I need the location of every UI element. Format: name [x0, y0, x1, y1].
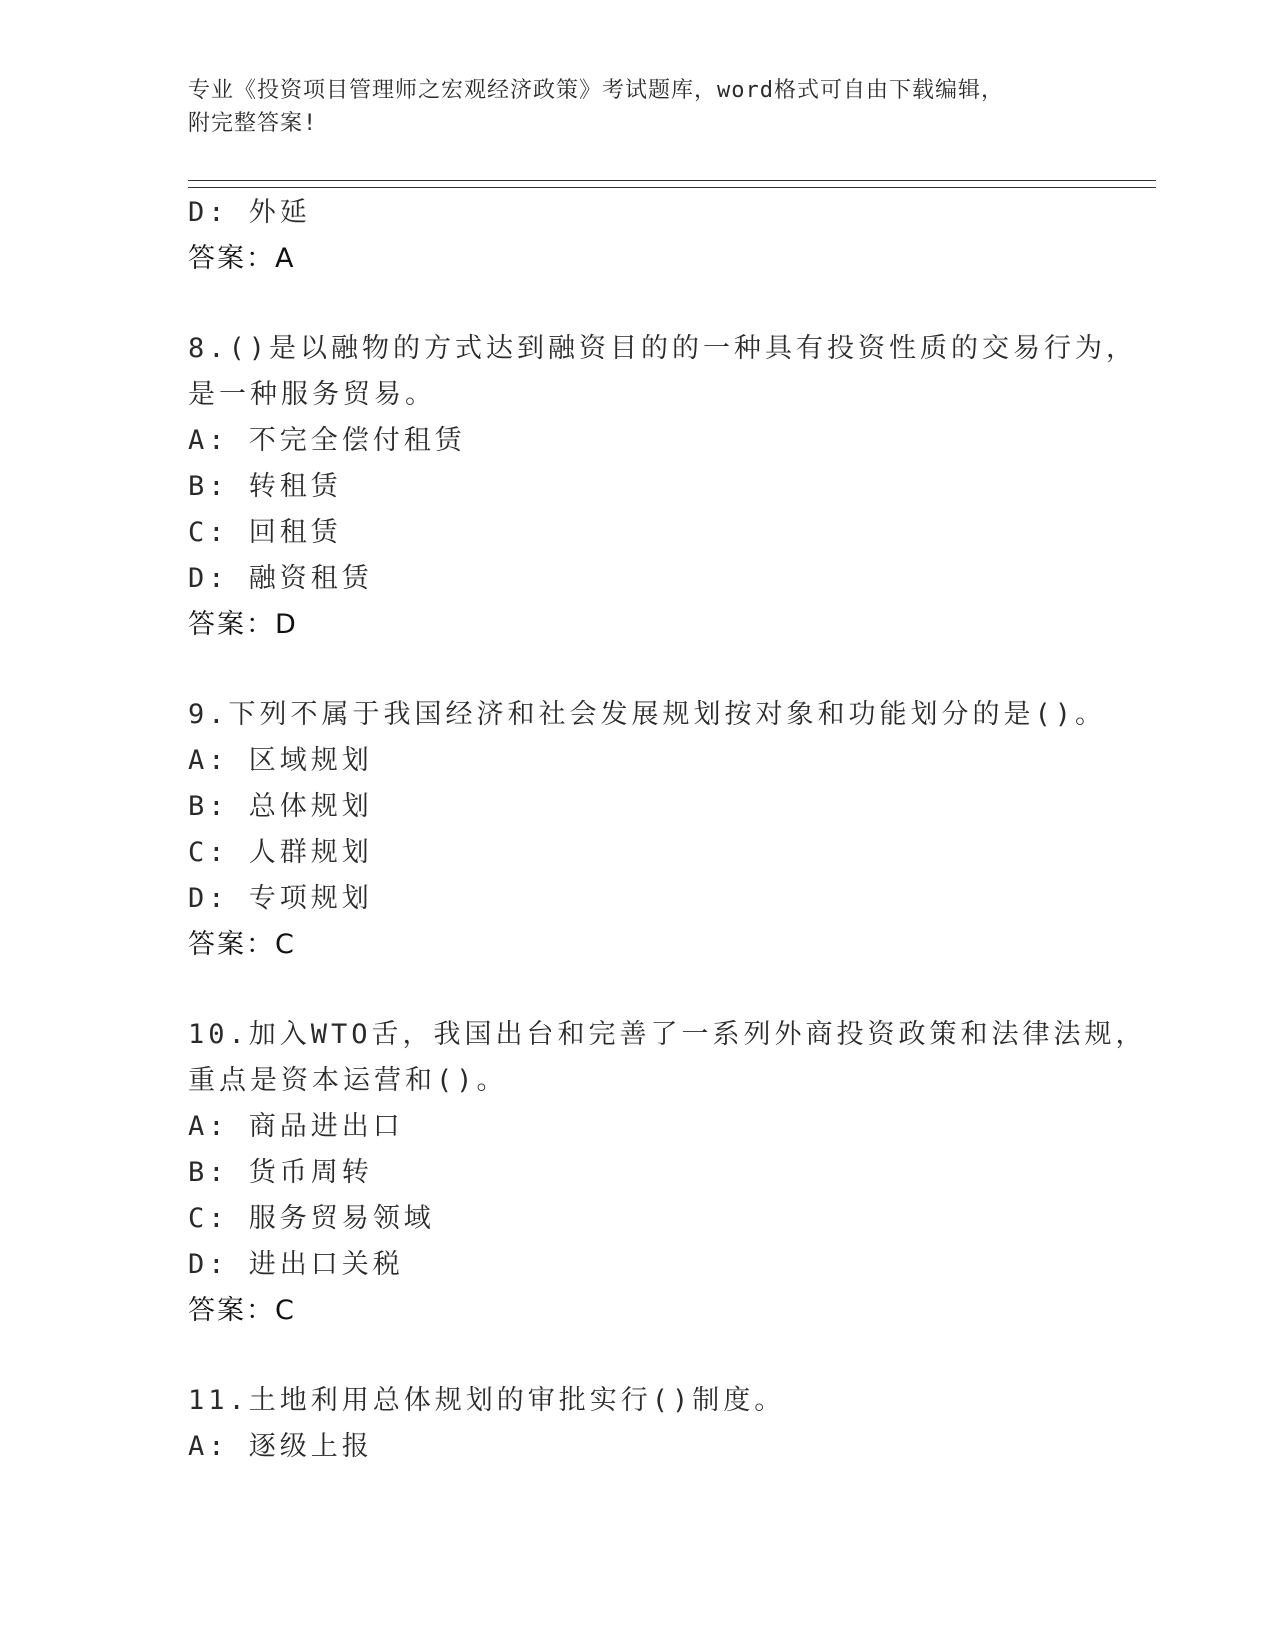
question-8 [188, 326, 1138, 648]
question-stem: 9.下列不属于我国经济和社会发展规划按对象和功能划分的是()。 [188, 699, 1107, 730]
option-c: C: 回租赁 [188, 517, 342, 548]
option-d: D: 融资租赁 [188, 563, 373, 594]
answer-label: 答案：C [188, 1295, 296, 1326]
option-c: C: 人群规划 [188, 837, 373, 868]
answer-label: 答案：D [188, 609, 298, 640]
question-list [188, 190, 1147, 1470]
option-d: D: 进出口关税 [188, 1249, 404, 1280]
option-d: D: 外延 [188, 197, 311, 228]
option-a: A: 逐级上报 [188, 1431, 373, 1462]
header-divider [188, 180, 1156, 188]
option-d: D: 专项规划 [188, 883, 373, 914]
previous-question-tail [188, 190, 1108, 282]
answer-label: 答案：A [188, 243, 296, 274]
page-header [188, 74, 1068, 140]
option-b: B: 总体规划 [188, 791, 373, 822]
question-9 [188, 692, 1108, 968]
option-a: A: 区域规划 [188, 745, 373, 776]
option-b: B: 转租赁 [188, 471, 342, 502]
option-a: A: 商品进出口 [188, 1111, 404, 1142]
option-b: B: 货币周转 [188, 1157, 373, 1188]
option-c: C: 服务贸易领域 [188, 1203, 435, 1234]
answer-label: 答案：C [188, 929, 296, 960]
question-11 [188, 1378, 1108, 1470]
header-line-1: 专业《投资项目管理师之宏观经济政策》考试题库，word格式可自由下载编辑， [188, 78, 1004, 103]
question-stem-continued: 重点是资本运营和()。 [188, 1065, 508, 1096]
question-10 [188, 1012, 1147, 1334]
question-stem: 10.加入WTO舌，我国出台和完善了一系列外商投资政策和法律法规， [188, 1019, 1147, 1050]
option-a: A: 不完全偿付租赁 [188, 425, 466, 456]
question-stem-continued: 是一种服务贸易。 [188, 379, 436, 410]
question-stem: 8.()是以融物的方式达到融资目的的一种具有投资性质的交易行为， [188, 333, 1138, 364]
header-line-2: 附完整答案! [188, 111, 318, 136]
question-stem: 11.土地利用总体规划的审批实行()制度。 [188, 1385, 786, 1416]
